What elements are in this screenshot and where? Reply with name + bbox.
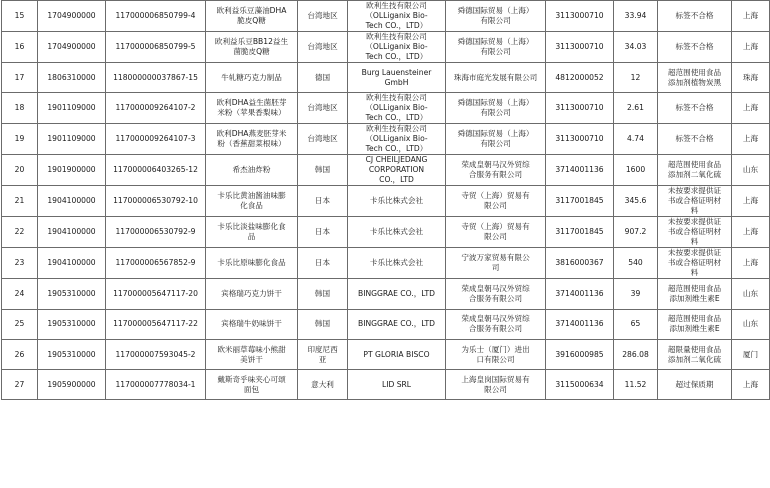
table-row <box>2 217 770 248</box>
manufacturer-cell: CJ CHEILJEDANG CORPORATION CO.，LTD <box>348 155 446 186</box>
importer-cell: 宁波万家贸易有限公 司 <box>446 248 546 279</box>
record-number-cell: 117000009264107-3 <box>106 124 206 155</box>
weight-cell: 1600 <box>614 155 658 186</box>
reason-cell: 标签不合格 <box>658 1 732 32</box>
reason-cell: 超范围使用食品 添加剂植物炭黑 <box>658 63 732 93</box>
row-number-cell: 23 <box>2 248 38 279</box>
origin-cell: 印度尼西 亚 <box>298 339 348 369</box>
product-name-cell: 欧利益乐豆BB12益生 菌脆皮Q糖 <box>206 32 298 63</box>
importer-code-cell: 3714001136 <box>546 155 614 186</box>
product-name-cell: 欧利DHA益生菌胚芽 米粉（苹果香梨味） <box>206 93 298 124</box>
reason-cell: 标签不合格 <box>658 32 732 63</box>
row-number-cell: 21 <box>2 186 38 217</box>
row-number-cell: 17 <box>2 63 38 93</box>
importer-code-cell: 3113000710 <box>546 1 614 32</box>
record-number-cell: 117000006403265-12 <box>106 155 206 186</box>
importer-code-cell: 4812000052 <box>546 63 614 93</box>
record-number-cell: 117000005647117-20 <box>106 279 206 309</box>
weight-cell: 12 <box>614 63 658 93</box>
importer-cell: 荣成皇朝马汉外贸综 合服务有限公司 <box>446 279 546 309</box>
product-name-cell: 卡乐比淡盐味膨化食 品 <box>206 217 298 248</box>
origin-cell: 台湾地区 <box>298 93 348 124</box>
record-number-cell: 117000009264107-2 <box>106 93 206 124</box>
hs-code-cell: 1901109000 <box>38 124 106 155</box>
origin-cell: 德国 <box>298 63 348 93</box>
importer-cell: 珠海市庭光发展有限公司 <box>446 63 546 93</box>
product-name-cell: 牛轧糖巧克力制品 <box>206 63 298 93</box>
manufacturer-cell: BINGGRAE CO.，LTD <box>348 309 446 339</box>
hs-code-cell: 1905310000 <box>38 309 106 339</box>
origin-cell: 日本 <box>298 217 348 248</box>
table-row <box>2 339 770 369</box>
importer-code-cell: 3916000985 <box>546 339 614 369</box>
reason-cell: 未按要求提供证 书或合格证明材 料 <box>658 217 732 248</box>
importer-cell: 上海皇岗国际贸易有 限公司 <box>446 370 546 400</box>
manufacturer-cell: 卡乐比株式会社 <box>348 217 446 248</box>
rejected-imports-table <box>1 0 770 400</box>
origin-cell: 台湾地区 <box>298 1 348 32</box>
weight-cell: 540 <box>614 248 658 279</box>
origin-cell: 日本 <box>298 248 348 279</box>
hs-code-cell: 1905310000 <box>38 339 106 369</box>
row-number-cell: 16 <box>2 32 38 63</box>
manufacturer-cell: 欧利生技有限公司 （OLLiganix Bio- Tech CO.，LTD） <box>348 32 446 63</box>
manufacturer-cell: 卡乐比株式会社 <box>348 186 446 217</box>
importer-cell: 寺贸（上海）贸易有 限公司 <box>446 186 546 217</box>
product-name-cell: 欧利DHA燕麦胚芽米 粉（香蕉甜菜根味） <box>206 124 298 155</box>
importer-code-cell: 3714001136 <box>546 309 614 339</box>
reason-cell: 标签不合格 <box>658 93 732 124</box>
port-cell: 上海 <box>732 124 770 155</box>
table-row <box>2 309 770 339</box>
port-cell: 珠海 <box>732 63 770 93</box>
weight-cell: 65 <box>614 309 658 339</box>
weight-cell: 33.94 <box>614 1 658 32</box>
reason-cell: 超过保质期 <box>658 370 732 400</box>
table-body <box>2 1 770 400</box>
weight-cell: 11.52 <box>614 370 658 400</box>
table-row <box>2 370 770 400</box>
weight-cell: 345.6 <box>614 186 658 217</box>
product-name-cell: 欧米丽草莓味小熊甜 美饼干 <box>206 339 298 369</box>
row-number-cell: 25 <box>2 309 38 339</box>
importer-cell: 舜德国际贸易（上海） 有限公司 <box>446 1 546 32</box>
port-cell: 上海 <box>732 93 770 124</box>
port-cell: 上海 <box>732 1 770 32</box>
product-name-cell: 卡乐比黄油酱油味膨 化食品 <box>206 186 298 217</box>
record-number-cell: 117000006530792-10 <box>106 186 206 217</box>
importer-code-cell: 3117001845 <box>546 217 614 248</box>
row-number-cell: 19 <box>2 124 38 155</box>
product-name-cell: 欧利益乐豆藻油DHA 脆皮Q糖 <box>206 1 298 32</box>
product-name-cell: 宾格瑞巧克力饼干 <box>206 279 298 309</box>
weight-cell: 2.61 <box>614 93 658 124</box>
record-number-cell: 117000006567852-9 <box>106 248 206 279</box>
manufacturer-cell: 欧利生技有限公司 （OLLiganix Bio- Tech CO.，LTD） <box>348 124 446 155</box>
row-number-cell: 24 <box>2 279 38 309</box>
port-cell: 山东 <box>732 155 770 186</box>
importer-cell: 荣成皇朝马汉外贸综 合服务有限公司 <box>446 155 546 186</box>
port-cell: 上海 <box>732 217 770 248</box>
importer-cell: 为乐士（厦门）进出 口有限公司 <box>446 339 546 369</box>
hs-code-cell: 1704900000 <box>38 32 106 63</box>
port-cell: 上海 <box>732 32 770 63</box>
record-number-cell: 117000006530792-9 <box>106 217 206 248</box>
manufacturer-cell: 欧利生技有限公司 （OLLiganix Bio- Tech CO.，LTD） <box>348 93 446 124</box>
record-number-cell: 118000000037867-15 <box>106 63 206 93</box>
hs-code-cell: 1901900000 <box>38 155 106 186</box>
hs-code-cell: 1904100000 <box>38 186 106 217</box>
row-number-cell: 20 <box>2 155 38 186</box>
importer-cell: 寺贸（上海）贸易有 限公司 <box>446 217 546 248</box>
origin-cell: 意大利 <box>298 370 348 400</box>
port-cell: 山东 <box>732 309 770 339</box>
record-number-cell: 117000005647117-22 <box>106 309 206 339</box>
record-number-cell: 117000006850799-5 <box>106 32 206 63</box>
importer-code-cell: 3115000634 <box>546 370 614 400</box>
hs-code-cell: 1704900000 <box>38 1 106 32</box>
importer-code-cell: 3113000710 <box>546 32 614 63</box>
row-number-cell: 22 <box>2 217 38 248</box>
manufacturer-cell: 欧利生技有限公司 （OLLiganix Bio- Tech CO.，LTD） <box>348 1 446 32</box>
record-number-cell: 117000006850799-4 <box>106 1 206 32</box>
port-cell: 上海 <box>732 248 770 279</box>
table-row <box>2 93 770 124</box>
port-cell: 厦门 <box>732 339 770 369</box>
row-number-cell: 26 <box>2 339 38 369</box>
product-name-cell: 卡乐比原味膨化食品 <box>206 248 298 279</box>
origin-cell: 台湾地区 <box>298 32 348 63</box>
reason-cell: 标签不合格 <box>658 124 732 155</box>
manufacturer-cell: PT GLORIA BISCO <box>348 339 446 369</box>
table-row <box>2 124 770 155</box>
weight-cell: 286.08 <box>614 339 658 369</box>
importer-code-cell: 3714001136 <box>546 279 614 309</box>
manufacturer-cell: LID SRL <box>348 370 446 400</box>
importer-code-cell: 3816000367 <box>546 248 614 279</box>
table-row <box>2 32 770 63</box>
weight-cell: 4.74 <box>614 124 658 155</box>
hs-code-cell: 1904100000 <box>38 248 106 279</box>
hs-code-cell: 1905900000 <box>38 370 106 400</box>
weight-cell: 907.2 <box>614 217 658 248</box>
port-cell: 上海 <box>732 186 770 217</box>
manufacturer-cell: Burg Lauensteiner GmbH <box>348 63 446 93</box>
importer-cell: 荣成皇朝马汉外贸综 合服务有限公司 <box>446 309 546 339</box>
reason-cell: 超范围使用食品 添加剂维生素E <box>658 279 732 309</box>
manufacturer-cell: 卡乐比株式会社 <box>348 248 446 279</box>
hs-code-cell: 1901109000 <box>38 93 106 124</box>
importer-cell: 舜德国际贸易（上海） 有限公司 <box>446 124 546 155</box>
row-number-cell: 15 <box>2 1 38 32</box>
origin-cell: 韩国 <box>298 309 348 339</box>
hs-code-cell: 1904100000 <box>38 217 106 248</box>
product-name-cell: 宾格瑞牛奶味饼干 <box>206 309 298 339</box>
table-row <box>2 63 770 93</box>
row-number-cell: 27 <box>2 370 38 400</box>
importer-code-cell: 3113000710 <box>546 124 614 155</box>
importer-code-cell: 3113000710 <box>546 93 614 124</box>
manufacturer-cell: BINGGRAE CO.，LTD <box>348 279 446 309</box>
reason-cell: 超范围使用食品 添加剂二氧化硫 <box>658 155 732 186</box>
weight-cell: 34.03 <box>614 32 658 63</box>
origin-cell: 韩国 <box>298 155 348 186</box>
origin-cell: 台湾地区 <box>298 124 348 155</box>
table-row <box>2 1 770 32</box>
record-number-cell: 117000007593045-2 <box>106 339 206 369</box>
port-cell: 山东 <box>732 279 770 309</box>
port-cell: 上海 <box>732 370 770 400</box>
reason-cell: 超范围使用食品 添加剂维生素E <box>658 309 732 339</box>
reason-cell: 超限量使用食品 添加剂二氧化硫 <box>658 339 732 369</box>
importer-cell: 舜德国际贸易（上海） 有限公司 <box>446 32 546 63</box>
hs-code-cell: 1905310000 <box>38 279 106 309</box>
origin-cell: 日本 <box>298 186 348 217</box>
row-number-cell: 18 <box>2 93 38 124</box>
origin-cell: 韩国 <box>298 279 348 309</box>
weight-cell: 39 <box>614 279 658 309</box>
product-name-cell: 希杰油炸粉 <box>206 155 298 186</box>
product-name-cell: 戴斯奇乎味夹心可颂 面包 <box>206 370 298 400</box>
hs-code-cell: 1806310000 <box>38 63 106 93</box>
importer-cell: 舜德国际贸易（上海） 有限公司 <box>446 93 546 124</box>
record-number-cell: 117000007778034-1 <box>106 370 206 400</box>
table-row <box>2 248 770 279</box>
reason-cell: 未按要求提供证 书或合格证明材 料 <box>658 186 732 217</box>
importer-code-cell: 3117001845 <box>546 186 614 217</box>
table-row <box>2 155 770 186</box>
table-row <box>2 186 770 217</box>
reason-cell: 未按要求提供证 书或合格证明材 料 <box>658 248 732 279</box>
table-row <box>2 279 770 309</box>
